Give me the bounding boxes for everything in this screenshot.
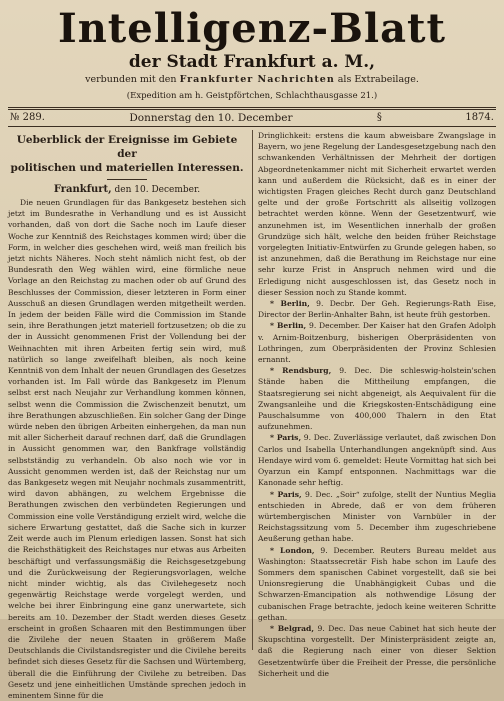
issue-dateline <box>8 110 496 126</box>
article-title <box>8 133 246 175</box>
news-place: * Paris, <box>270 433 302 443</box>
issue-date: Donnerstag den 10. December <box>129 112 293 124</box>
news-text: 9. Dec. Zuverlässige verlautet, daß zwischen Don Carlos und Isabella Unterhandlungen angeknüpft sind. Aus Hendaye wird vom 6. gemeldet: Heute Vormittag hat sich bei Oyarzun ein Kampf entsponnen. Nachmittags war die Kanonade sehr heftig. <box>258 433 497 488</box>
news-place: * Paris, <box>270 489 302 499</box>
dateline-place: Frankfurt, <box>53 184 112 195</box>
issue-number: № 289. <box>10 112 45 123</box>
issue-year: 1874. <box>465 112 494 123</box>
news-place: * Berlin, <box>270 299 310 309</box>
title-rule <box>107 179 147 180</box>
news-text: 9. Dec. Die schleswig-holstein'schen Stände haben die Mittheilung empfangen, die Staatsregierung sei nicht abgeneigt, als Aequivalent für die Zwangsanleihe und die Kriegskosten-Entschädigung eine Pauschalsumme von 400,000 Thalern in den Etat aufzunehmen. <box>258 366 497 432</box>
right-column <box>256 130 497 678</box>
masthead-expedition: (Expedition am h. Geistpförtchen, Schlachthausgasse 21.) <box>126 91 378 101</box>
masthead-title: Intelligenz-Blatt <box>58 5 446 52</box>
news-place: * London, <box>270 545 315 555</box>
news-place: * Belgrad, <box>270 623 315 633</box>
column-divider <box>252 130 253 650</box>
tagline-pre: verbunden mit den <box>85 74 177 85</box>
tagline-post: als Extrabeilage. <box>337 74 419 85</box>
masthead-tagline <box>8 73 496 86</box>
news-item <box>258 320 496 365</box>
news-place: * Berlin, <box>270 321 307 331</box>
masthead-subtitle: der Stadt Frankfurt a. M., <box>128 52 376 72</box>
news-text: 9. December. Der Kaiser hat den Grafen Adolph v. Arnim-Boitzenburg, bisherigen Oberpräsidenten von Lothringen, zum Oberpräsidenten der Provinz Schlesien ernannt. <box>258 321 497 365</box>
news-text: 9. Dec. „Soir“ zufolge, stellt der Nuntius Meglia entschieden in Abrede, daß er von dem früheren würtembergischen Minister von Varnbüler in der Reichstagssitzung vom 5. December ihm zugeschriebene Aeußerung gethan habe. <box>258 489 497 544</box>
dateline-rule <box>8 126 496 127</box>
news-item <box>258 489 496 545</box>
news-item <box>258 432 496 488</box>
dateline-date: den 10. December. <box>114 185 201 195</box>
article-title-line-2: politischen und materiellen Interessen. <box>10 162 244 174</box>
tagline-name: Frankfurter Nachrichten <box>179 74 335 85</box>
news-place: * Rendsburg, <box>270 366 332 376</box>
article-dateline <box>8 184 246 196</box>
left-column <box>8 130 249 700</box>
news-item <box>258 623 496 679</box>
news-text: 9. Dec. Das neue Cabinet hat sich heute der Skupschtina vorgestellt. Der Ministerpräsident zeigte an, daß die Regierung nach einer von dieser Sektion Gesetzentwürfe über die Freiheit der Presse, die persönliche Sicherheit und die <box>258 623 497 678</box>
article-continuation: Dringlichkeit: erstens die kaum abweisbare Zwangslage in Bayern, wo jene Regelung der Landesgesetzgebung nach den schwankenden Verhältnissen der Mehrheit der dortigen Abgeordnetenkammer nicht mit Sicherheit erwartet werden kann und außerdem die Rücksicht, daß es in einer der wichtigsten Fragen gleiches Recht durch ganz Deutschland gelte und der große Fortschritt als allseitig vollzogen betrachtet werden könne. Wenn der Gesetzentwurf, wie anzunehmen ist, im Wesentlichen innerhalb der großen Grundzüge sich hält, welche den beiden früher Reichstage vorgelegten Initiativ-Entwürfen zu Grunde gelegen haben, so ist anzunehmen, daß die Berathung im Reichstage nur eine sehr kurze Frist in Anspruch nehmen wird und die Erledigung nicht ausgeschlossen ist, das Gesetz noch in dieser Session noch zu Stande kommt. <box>258 131 497 297</box>
news-text: 9. December. Reuters Bureau meldet aus Washington: Staatssecretär Fish habe schon im Laufe des Sommers dem spanischen Cabinet vorgestellt, daß sie bei Unionsregierung die Unabhängigkeit Cubas und die Schwarzen-Emancipation als nothwendige Lösung der cubanischen Frage betrachte, jedoch keine weiteren Schritte gethan. <box>258 545 497 622</box>
news-item <box>258 298 496 320</box>
dateline-ornament: § <box>376 112 381 123</box>
columns <box>8 130 497 700</box>
article-title-line-1: Ueberblick der Ereignisse im Gebiete der <box>16 134 238 160</box>
news-text: 9. Decbr. Der Geh. Regierungs-Rath Eise, Director der Berlin-Anhalter Bahn, ist heute früh gestorben. <box>258 299 496 320</box>
news-item <box>258 545 496 623</box>
news-item <box>258 365 496 432</box>
article-body: Die neuen Grundlagen für das Bankgesetz bestehen sich jetzt im Bundesrathe in Verhandlung und es ist Aussicht vorhanden, daß von dort die Sache noch im Laufe dieser Woche zur Kenntniß des Reichstages kommen wird; über die Form, in welcher dies geschehen wird, weiß man freilich bis jetzt nichts Näheres. Noch steht nämlich nicht fest, ob der Bundesrath den Weg wählen wird, eine förmliche neue Vorlage an den Reichstag zu machen oder ob auf Grund des Beschlusses der Commission, dieser letzteren in Form einer Ausschuß an diesen Grundlagen werden mitgetheilt werden. In jedem der beiden Fälle wird die Commission im Stande sein, ihre Berathungen jetzt materiell fortzusetzen; ob die zu der in Aussicht genommenen Frist der Vollendung bei der Weihnachten mit ihren Arbeiten fertig sein wird, muß natürlich so lange zweifelhaft bleiben, als noch keine Kenntniß von dem Inhalt der neuen Grundlagen des Gesetzes vorhanden ist. Im Fall würde das Bankgesetz im Plenum selbst erst nach Neujahr zur Verhandlung kommen können, selbst wenn die Commission die Zwischenzeit benutzt, um ihre Berathungen abzuschließen. Ein solcher Gang der Dinge würde neben den übrigen Arbeiten einhergehen, da man nun mit aller Sicherheit darauf rechnen darf, daß die Grundlagen in Aussicht genommen war, den Bankfrage vollständig selbstständig zu verhandeln. Ob also noch wie vor in Aussicht genommen werden ist, daß der Reichstag nur um das Bankgesetz wegen mit Neujahr nochmals zusammentritt, wird davon abhängen, zu welchem Ergebnisse die Berathungen zwischen den verbündeten Regierungen und Commission eine volle Verständigung erzielt wird, welche die sichere Erwartung gestattet, daß die Sache sich in kurzer Zeit werde auch im Plenum erledigen lassen. Sonst hat sich die Reichsthätigkeit des Reichstages nur etwas aus Arbeiten beschäftigt und verfassungsmäßig die Reichsgesetzgebung und die Zurückweisung der Regierungsvorlagen, welche nicht minder wichtig, als das Civilehegesetz noch gegenwärtig Reichstage werde vorgelegt werden, und welche bei ihrer Einbringung eine ganz unerwartete, sich bereits am 10. Dezember der Stadt werden dieses Gesetz erscheint in großen Schaaren mit den Bestimmungen über die Zivilehe der neuen Staaten in größerem Maße Deutschlands die Civilstandsregister und die Civilehe bereits befindet sich dieses Gesetz für die Sachsen und Würtemberg, überall die die Einführung der Civilehe zu betreiben. Das Gesetz und jene einheitlichen Umstände sprechen jedoch in eminentem Sinne für die <box>8 198 247 700</box>
